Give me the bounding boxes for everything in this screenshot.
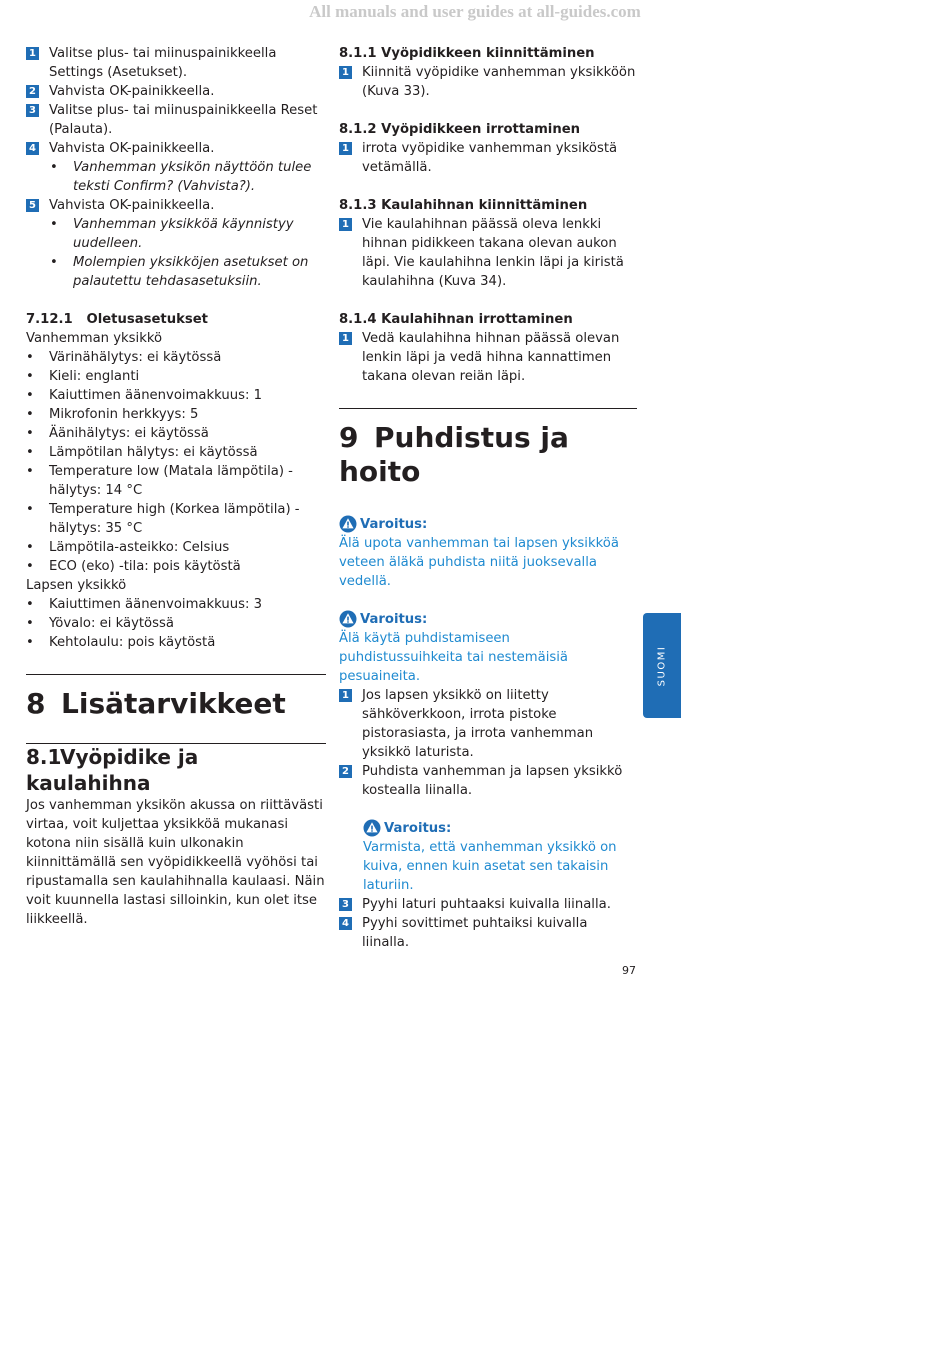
warning-icon: [339, 610, 357, 628]
step-number-badge: 1: [339, 218, 352, 231]
step-1: [339, 329, 637, 386]
subsection-heading: 8.1.3 Kaulahihnan kiinnittäminen: [339, 198, 588, 213]
step-result-text: Vanhemman yksikköä käynnistyy uudelleen.: [73, 217, 294, 251]
list-item-text: Kaiuttimen äänenvoimakkuus: 3: [49, 597, 262, 612]
bullet: •: [26, 426, 34, 441]
bullet: •: [26, 350, 34, 365]
list-item-text: Temperature low (Matala lämpötila) -hälytys: 14 °C: [49, 464, 293, 498]
step-2: [339, 762, 637, 800]
step-text: Vahvista OK-painikkeella.: [49, 84, 215, 99]
section-title: Vyöpidike ja kaulahihna: [26, 745, 199, 795]
list-item-text: Kehtolaulu: pois käytöstä: [49, 635, 216, 650]
list-item: [26, 614, 326, 633]
step-1: [26, 44, 326, 82]
section-title: Lisätarvikkeet: [61, 687, 286, 720]
list-item: [26, 386, 326, 405]
step-text: Valitse plus- tai miinuspainikkeella Settings (Asetukset).: [49, 46, 277, 80]
page-number: 97: [622, 964, 636, 977]
list-item: [26, 443, 326, 462]
bullet: •: [26, 597, 34, 612]
step-number-badge: 5: [26, 199, 39, 212]
bullet: •: [26, 502, 34, 517]
step-number-badge: 1: [339, 66, 352, 79]
warning-text: Älä upota vanhemman tai lapsen yksikköä veteen äläkä puhdista niitä juoksevalla vedellä.: [339, 536, 619, 589]
step-text: Jos lapsen yksikkö on liitetty sähköverkkoon, irrota pistoke pistorasiasta, ja irrota vanhemman yksikkö laturista.: [362, 688, 594, 760]
step-number-badge: 2: [26, 85, 39, 98]
list-item: [26, 424, 326, 443]
section-number: 8.1: [26, 745, 62, 769]
bullet: •: [26, 445, 34, 460]
left-column: [26, 44, 326, 929]
bullet: •: [26, 369, 34, 384]
list-item: [26, 500, 326, 538]
section-8-heading: [26, 687, 326, 721]
bullet: •: [26, 540, 34, 555]
step-result: [26, 158, 326, 196]
step-text: Vie kaulahihnan päässä oleva lenkki hihnan pidikkeen takana olevan aukon läpi. Vie kaulahihna lenkin läpi ja kiristä kaulahihna (Kuva 34).: [362, 217, 624, 289]
list-item: [26, 557, 326, 576]
step-result-text: Vanhemman yksikön näyttöön tulee teksti Confirm? (Vahvista?).: [73, 160, 312, 194]
list-item: [26, 538, 326, 557]
step-number-badge: 1: [339, 142, 352, 155]
step-text: Vahvista OK-painikkeella.: [49, 198, 215, 213]
step-result: [26, 253, 326, 291]
section-number: 8: [26, 687, 46, 720]
step-number-badge: 3: [26, 104, 39, 117]
parent-unit-label: Vanhemman yksikkö: [26, 331, 163, 346]
bullet: •: [26, 407, 34, 422]
step-number-badge: 1: [26, 47, 39, 60]
step-3: [339, 895, 637, 914]
list-item-text: Mikrofonin herkkyys: 5: [49, 407, 199, 422]
section-8-1-body: Jos vanhemman yksikön akussa on riittävästi virtaa, voit kuljettaa yksikköä mukanasi kotona niin sisällä kuin ulkonakin kiinnittämällä sen vyöpidikkeellä vyöhösi tai ripustamalla sen kaulahihnalla kaulaasi. Näin voit kuunnella lastasi silloinkin, kun olet itse liikkeellä.: [26, 798, 325, 927]
list-item-text: Kaiuttimen äänenvoimakkuus: 1: [49, 388, 262, 403]
list-item-text: Temperature high (Korkea lämpötila) -hälytys: 35 °C: [49, 502, 300, 536]
list-item: [26, 633, 326, 652]
warning-label: Varoitus:: [384, 821, 452, 836]
step-text: Valitse plus- tai miinuspainikkeella Reset (Palauta).: [49, 103, 318, 137]
warning-title: [339, 610, 637, 629]
watermark: All manuals and user guides at all-guides.com: [309, 2, 641, 21]
language-tab-label: SUOMI: [656, 645, 668, 686]
list-item-text: Lämpötila-asteikko: Celsius: [49, 540, 230, 555]
subsection-heading: 8.1.4 Kaulahihnan irrottaminen: [339, 312, 573, 327]
right-column: [339, 44, 637, 952]
list-item-text: Äänihälytys: ei käytössä: [49, 426, 209, 441]
step-number-badge: 4: [26, 142, 39, 155]
step-result-text: Molempien yksikköjen asetukset on palautettu tehdasasetuksiin.: [73, 255, 309, 289]
warning-label: Varoitus:: [360, 517, 428, 532]
list-item-text: Yövalo: ei käytössä: [49, 616, 174, 631]
warning-icon: [363, 819, 381, 837]
bullet: •: [26, 388, 34, 403]
baby-unit-label: Lapsen yksikkö: [26, 578, 127, 593]
step-number-badge: 1: [339, 332, 352, 345]
list-item-text: Lämpötilan hälytys: ei käytössä: [49, 445, 258, 460]
list-item: [26, 367, 326, 386]
warning-icon: [339, 515, 357, 533]
step-3: [26, 101, 326, 139]
subsection-heading: 8.1.2 Vyöpidikkeen irrottaminen: [339, 122, 581, 137]
bullet: •: [50, 217, 58, 232]
step-text: Vedä kaulahihna hihnan päässä olevan lenkin läpi ja vedä hihna kannattimen takana olevan reiän läpi.: [362, 331, 620, 384]
step-text: Pyyhi sovittimet puhtaiksi kuivalla liinalla.: [362, 916, 588, 950]
step-4: [339, 914, 637, 952]
step-text: Puhdista vanhemman ja lapsen yksikkö kostealla liinalla.: [362, 764, 623, 798]
step-1: [339, 215, 637, 291]
section-8-1-heading: [26, 744, 326, 796]
section-number: 9: [339, 421, 359, 454]
step-4: [26, 139, 326, 158]
list-item: [26, 595, 326, 614]
step-result: [26, 215, 326, 253]
bullet: •: [50, 160, 58, 175]
list-item: [26, 348, 326, 367]
step-number-badge: 2: [339, 765, 352, 778]
section-9-heading: [339, 421, 637, 489]
bullet: •: [26, 464, 34, 479]
step-text: Kiinnitä vyöpidike vanhemman yksikköön (Kuva 33).: [362, 65, 636, 99]
bullet: •: [26, 635, 34, 650]
step-5: [26, 196, 326, 215]
step-1: [339, 139, 637, 177]
list-item-text: Värinähälytys: ei käytössä: [49, 350, 222, 365]
step-text: Pyyhi laturi puhtaaksi kuivalla liinalla.: [362, 897, 611, 912]
bullet: •: [26, 616, 34, 631]
list-item: [26, 462, 326, 500]
list-item-text: ECO (eko) -tila: pois käytöstä: [49, 559, 241, 574]
section-title: Puhdistus ja hoito: [339, 421, 569, 488]
list-item: [26, 405, 326, 424]
defaults-heading: 7.12.1 Oletusasetukset: [26, 312, 208, 327]
warning-label: Varoitus:: [360, 612, 428, 627]
language-side-tab: [643, 613, 681, 718]
warning-text: Älä käytä puhdistamiseen puhdistussuihkeita tai nestemäisiä pesuaineita.: [339, 631, 568, 684]
step-2: [26, 82, 326, 101]
list-item-text: Kieli: englanti: [49, 369, 140, 384]
step-1: [339, 686, 637, 762]
step-text: Vahvista OK-painikkeella.: [49, 141, 215, 156]
bullet: •: [26, 559, 34, 574]
step-number-badge: 4: [339, 917, 352, 930]
warning-title: [339, 515, 637, 534]
subsection-heading: 8.1.1 Vyöpidikkeen kiinnittäminen: [339, 46, 595, 61]
warning-text: Varmista, että vanhemman yksikkö on kuiva, ennen kuin asetat sen takaisin laturiin.: [363, 840, 617, 893]
step-text: irrota vyöpidike vanhemman yksiköstä vetämällä.: [362, 141, 618, 175]
warning-title: [363, 819, 637, 838]
step-1: [339, 63, 637, 101]
step-number-badge: 1: [339, 689, 352, 702]
step-number-badge: 3: [339, 898, 352, 911]
bullet: •: [50, 255, 58, 270]
